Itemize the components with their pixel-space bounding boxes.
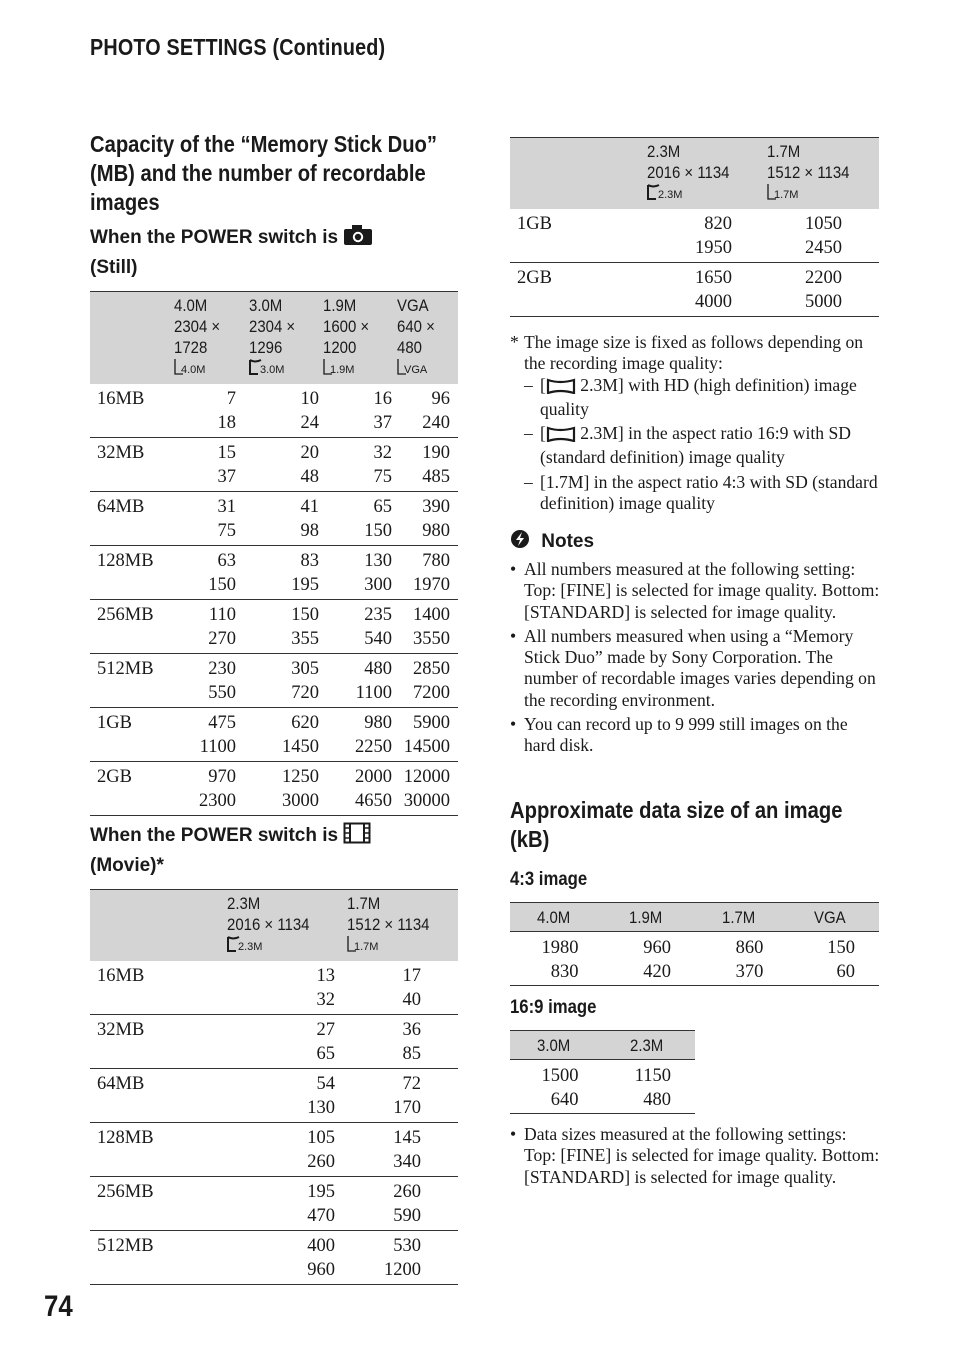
table-cell: 230 550 — [208, 659, 236, 703]
data-size-16-9-table — [510, 1030, 695, 1114]
table-row — [90, 1177, 458, 1231]
table-cell: 5900 14500 — [403, 713, 450, 757]
table-cell: 15 37 — [217, 443, 236, 487]
table-cell: 54 130 — [307, 1074, 335, 1118]
table-cell: 960 420 — [643, 938, 671, 982]
column-header: 2.3M — [629, 1035, 663, 1055]
table-cell: 10 24 — [300, 388, 319, 433]
table-row — [90, 438, 458, 492]
table-row — [90, 1069, 458, 1123]
table-row — [510, 932, 879, 986]
table-cell: 7 18 — [217, 388, 236, 433]
table-cell: 12000 30000 — [403, 767, 450, 811]
column-header: 3.0M — [537, 1035, 571, 1055]
table-cell: 16 37 — [373, 388, 392, 433]
table-row — [90, 384, 458, 438]
table-cell: 305 720 — [291, 659, 319, 703]
still-col-vga: VGA 640 × 480 VGA — [397, 296, 435, 376]
note-item: • You can record up to 9 999 still images on the hard disk. — [510, 714, 848, 756]
row-label: 256MB — [97, 1182, 154, 1202]
table-cell: 195 470 — [307, 1182, 335, 1226]
row-label: 2GB — [97, 767, 132, 787]
table-cell: 260 590 — [393, 1182, 421, 1226]
table-cell: 480 1100 — [355, 659, 392, 703]
table-row — [90, 1231, 458, 1285]
column-header: 1.7M — [721, 907, 756, 927]
movie-col-1-7m: 1.7M 1512 × 1134 1.7M — [767, 142, 850, 201]
notes-icon — [510, 529, 530, 557]
table-cell: 150 60 — [827, 938, 855, 982]
table-cell: 130 300 — [364, 551, 392, 595]
table-cell: 1980 830 — [541, 938, 579, 982]
table-row — [90, 492, 458, 546]
table-cell: 105 260 — [307, 1128, 335, 1172]
column-header: 4.0M — [537, 907, 571, 927]
movie-capacity-table-part2 — [510, 137, 879, 317]
table-cell: 860 370 — [735, 938, 764, 982]
row-label: 64MB — [97, 1074, 145, 1094]
ratio-4-3-heading: 4:3 image — [510, 869, 588, 890]
row-label: 1GB — [517, 213, 552, 234]
size-4-3-icon: 1.9M — [323, 359, 363, 376]
size-4-3-icon: VGA — [397, 359, 433, 376]
row-label: 2GB — [517, 268, 552, 288]
table-cell: 820 1950 — [695, 213, 732, 258]
row-label: 32MB — [97, 443, 145, 463]
row-label: 256MB — [97, 605, 154, 625]
table-cell: 1150 480 — [634, 1066, 671, 1110]
table-cell: 1250 3000 — [282, 767, 319, 811]
movie-subheading: When the POWER switch is (Movie)* — [90, 822, 371, 879]
table-cell: 110 270 — [208, 605, 236, 649]
capacity-section-title: Capacity of the “Memory Stick Duo” (MB) and the number of recordable images — [90, 131, 438, 215]
row-label: 64MB — [97, 497, 145, 517]
table-cell: 31 75 — [217, 497, 236, 541]
table-cell: 780 1970 — [413, 551, 450, 595]
table-cell: 1400 3550 — [413, 605, 450, 649]
table-cell: 1500 640 — [541, 1066, 579, 1110]
footnote: * The image size is fixed as follows depending on the recording image quality: – [ 2.3M] with HD (high definition) image quality – [ 2.3M] in the aspect ratio 16:9 with SD (standard definition) image quality – [1.7M] in the aspect ratio 4:3 with SD (standard definition) image quality — [510, 332, 880, 514]
movie-col-2-3m: 2.3M 2016 × 1134 2.3M — [647, 142, 730, 201]
data-size-4-3-table — [510, 902, 879, 986]
data-size-note: • Data sizes measured at the following settings: Top: [FINE] is selected for image quality. Bottom: [STANDARD] is selected for image quality. — [510, 1124, 880, 1187]
page-number: 74 — [44, 1290, 73, 1323]
data-size-title: Approximate data size of an image (kB) — [510, 797, 843, 852]
film-icon — [343, 822, 371, 852]
table-cell: 390 980 — [422, 497, 450, 541]
table-cell: 72 170 — [393, 1074, 421, 1118]
table-cell: 2850 7200 — [413, 659, 450, 703]
row-label: 16MB — [97, 965, 145, 986]
table-cell: 65 150 — [364, 497, 392, 541]
table-cell: 145 340 — [393, 1128, 421, 1172]
movie-col-1-7m: 1.7M 1512 × 1134 1.7M — [347, 894, 430, 953]
movie-col-2-3m: 2.3M 2016 × 1134 2.3M — [227, 894, 310, 953]
footnote-item: – [ 2.3M] in the aspect ratio 16:9 with SD (standard definition) image quality — [524, 423, 851, 468]
table-cell: 1650 4000 — [695, 268, 732, 312]
table-row — [510, 263, 879, 317]
ratio-16-9-heading: 16:9 image — [510, 997, 597, 1018]
table-cell: 190 485 — [422, 443, 450, 487]
table-cell: 400 960 — [307, 1236, 335, 1280]
size-16-9-icon — [546, 378, 576, 399]
table-row — [90, 546, 458, 600]
table-cell: 530 1200 — [384, 1236, 421, 1280]
row-label: 1GB — [97, 713, 132, 733]
size-4-3-icon: 1.7M — [347, 936, 387, 953]
still-capacity-table — [90, 291, 458, 816]
still-col-1-9m: 1.9M 1600 × 1200 1.9M — [323, 296, 370, 376]
size-16-9-icon: 2.3M — [227, 936, 271, 953]
table-row — [90, 762, 458, 816]
footnote-item: – [1.7M] in the aspect ratio 4:3 with SD (standard definition) image quality — [524, 471, 878, 514]
size-16-9-icon: 2.3M — [647, 184, 691, 201]
column-header: VGA — [814, 907, 847, 927]
movie-capacity-table-part1 — [90, 889, 458, 1285]
footnote-item: – [ 2.3M] with HD (high definition) image quality — [524, 374, 857, 419]
table-row — [510, 209, 879, 263]
note-item: • All numbers measured when using a “Memory Stick Duo” made by Sony Corporation. The number of recordable images varies depending on the recording environment. — [510, 625, 876, 710]
table-row — [90, 1015, 458, 1069]
note-item: • All numbers measured at the following setting: Top: [FINE] is selected for image quality. Bottom: [STANDARD] is selected for image quality. — [510, 559, 880, 622]
camera-icon — [343, 224, 373, 254]
table-cell: 83 195 — [291, 551, 319, 595]
table-row — [90, 600, 458, 654]
table-row — [90, 961, 458, 1015]
table-cell: 980 2250 — [355, 713, 392, 757]
table-row — [90, 1123, 458, 1177]
table-cell: 20 48 — [300, 443, 319, 487]
row-label: 128MB — [97, 1128, 154, 1148]
table-cell: 13 32 — [316, 965, 335, 1010]
table-row — [90, 708, 458, 762]
table-cell: 475 1100 — [199, 713, 236, 757]
table-cell: 620 1450 — [282, 713, 319, 757]
table-cell: 1050 2450 — [805, 213, 842, 258]
table-cell: 150 355 — [291, 605, 319, 649]
size-4-3-icon: 1.7M — [767, 184, 807, 201]
row-label: 128MB — [97, 551, 154, 571]
table-cell: 2200 5000 — [805, 268, 842, 312]
row-label: 32MB — [97, 1020, 145, 1040]
row-label: 512MB — [97, 1236, 154, 1256]
table-cell: 27 65 — [316, 1020, 335, 1064]
column-header: 1.9M — [629, 907, 663, 927]
table-cell: 235 540 — [364, 605, 392, 649]
still-subheading: When the POWER switch is (Still) — [90, 224, 373, 281]
size-4-3-icon: 4.0M — [174, 359, 214, 376]
table-cell: 17 40 — [402, 965, 421, 1010]
table-cell: 970 2300 — [199, 767, 236, 811]
still-col-4-0m: 4.0M 2304 × 1728 4.0M — [174, 296, 221, 376]
table-cell: 2000 4650 — [355, 767, 392, 811]
still-col-3-0m: 3.0M 2304 × 1296 3.0M — [249, 296, 296, 376]
row-label: 512MB — [97, 659, 154, 679]
row-label: 16MB — [97, 388, 145, 409]
size-16-9-icon: 3.0M — [249, 359, 291, 376]
table-cell: 32 75 — [373, 443, 392, 487]
notes-list — [510, 559, 880, 757]
notes-heading: Notes — [510, 528, 594, 557]
table-cell: 41 98 — [300, 497, 319, 541]
table-row — [510, 1060, 695, 1114]
size-16-9-icon — [546, 426, 576, 447]
table-cell: 96 240 — [422, 388, 450, 433]
table-cell: 36 85 — [402, 1020, 421, 1064]
running-head: PHOTO SETTINGS (Continued) — [90, 34, 386, 60]
table-row — [90, 654, 458, 708]
table-cell: 63 150 — [208, 551, 236, 595]
